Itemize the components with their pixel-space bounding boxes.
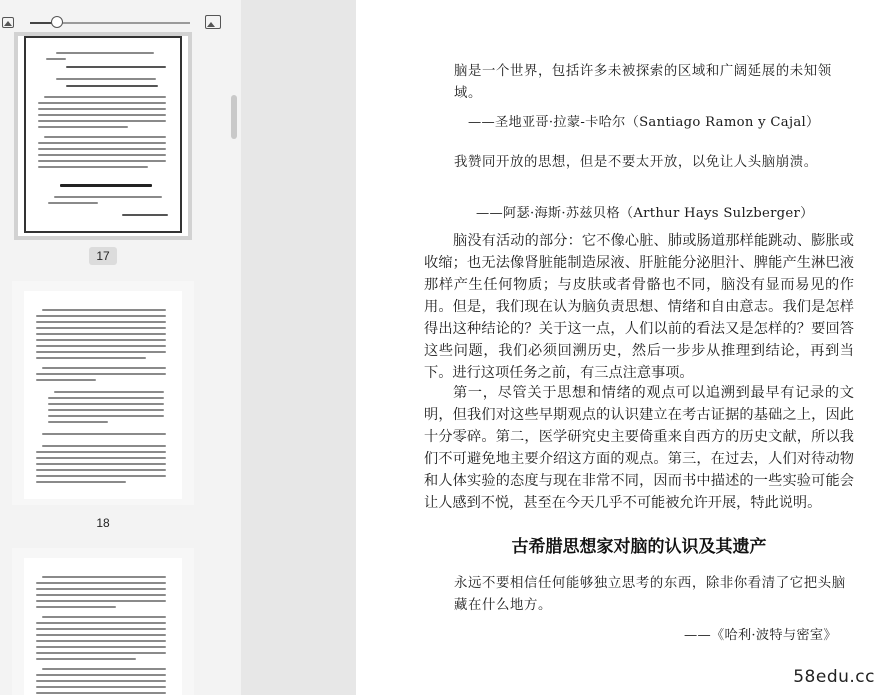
thumbnail-page-19-image bbox=[24, 558, 182, 695]
slider-thumb[interactable] bbox=[51, 16, 63, 28]
epigraph-attribution-2: ——阿瑟·海斯·苏兹贝格（Arthur Hays Sulzberger） bbox=[476, 206, 814, 221]
thumbnail-sidebar bbox=[0, 0, 241, 695]
thumbnail-page-19[interactable] bbox=[12, 548, 194, 695]
thumbnail-size-slider[interactable] bbox=[30, 22, 190, 24]
thumbnail-page-17[interactable] bbox=[14, 32, 192, 240]
epigraph-attribution-1: ——圣地亚哥·拉蒙-卡哈尔（Santiago Ramon y Cajal） bbox=[468, 115, 820, 130]
epigraph-attribution-3: ——《哈利·波特与密室》 bbox=[684, 628, 837, 643]
section-heading: 古希腊思想家对脑的认识及其遗产 bbox=[511, 537, 767, 557]
thumbnail-page-label-17[interactable]: 17 bbox=[89, 247, 117, 265]
thumbnail-page-17-image bbox=[24, 36, 182, 233]
thumbnail-page-18-image bbox=[24, 291, 182, 499]
thumbnail-page-18[interactable] bbox=[12, 281, 194, 505]
body-paragraph-1: 脑没有活动的部分：它不像心脏、肺或肠道那样能跳动、膨胀或收缩；也无法像肾脏能制造尿液、肝脏能分泌胆汁、脾能产生淋巴液那样产生任何物质；与皮肤或者骨骼也不同，脑没有显而易见的作用。但是，我们现在认为脑负责思想、情绪和自由意志。我们是怎样得出这种结论的？关于这一点，人们以前的看法又是怎样的？要回答这些问题，我们必须回溯历史，然后一步步从推理到结论，再到当下。进行这项任务之前，有三点注意事项。 bbox=[424, 233, 854, 381]
document-page bbox=[356, 0, 889, 695]
small-thumbnail-icon[interactable] bbox=[2, 17, 14, 28]
sidebar-scrollbar[interactable] bbox=[231, 95, 237, 139]
epigraph-quote-3: 永远不要相信任何能够独立思考的东西，除非你看清了它把头脑藏在什么地方。 bbox=[454, 576, 846, 613]
epigraph-quote-1: 脑是一个世界，包括许多未被探索的区域和广阔延展的未知领域。 bbox=[454, 64, 832, 101]
large-thumbnail-icon[interactable] bbox=[205, 15, 221, 29]
epigraph-quote-2: 我赞同开放的思想，但是不要太开放，以免让人头脑崩溃。 bbox=[454, 155, 818, 170]
viewer-gutter bbox=[241, 0, 356, 695]
thumbnail-page-label-18[interactable]: 18 bbox=[96, 516, 110, 530]
watermark-text: 58edu.cc bbox=[793, 667, 875, 687]
body-paragraph-2: 第一，尽管关于思想和情绪的观点可以追溯到最早有记录的文明，但我们对这些早期观点的认识建立在考古证据的基础之上，因此十分零碎。第二，医学研究史主要倚重来自西方的历史文献，所以我们不可避免地主要介绍这方面的观点。第三，在过去，人们对待动物和人体实验的态度与现在非常不同，因而书中描述的一些实验可能会让人感到不悦，甚至在今天几乎不可能被允许开展，特此说明。 bbox=[424, 385, 854, 511]
